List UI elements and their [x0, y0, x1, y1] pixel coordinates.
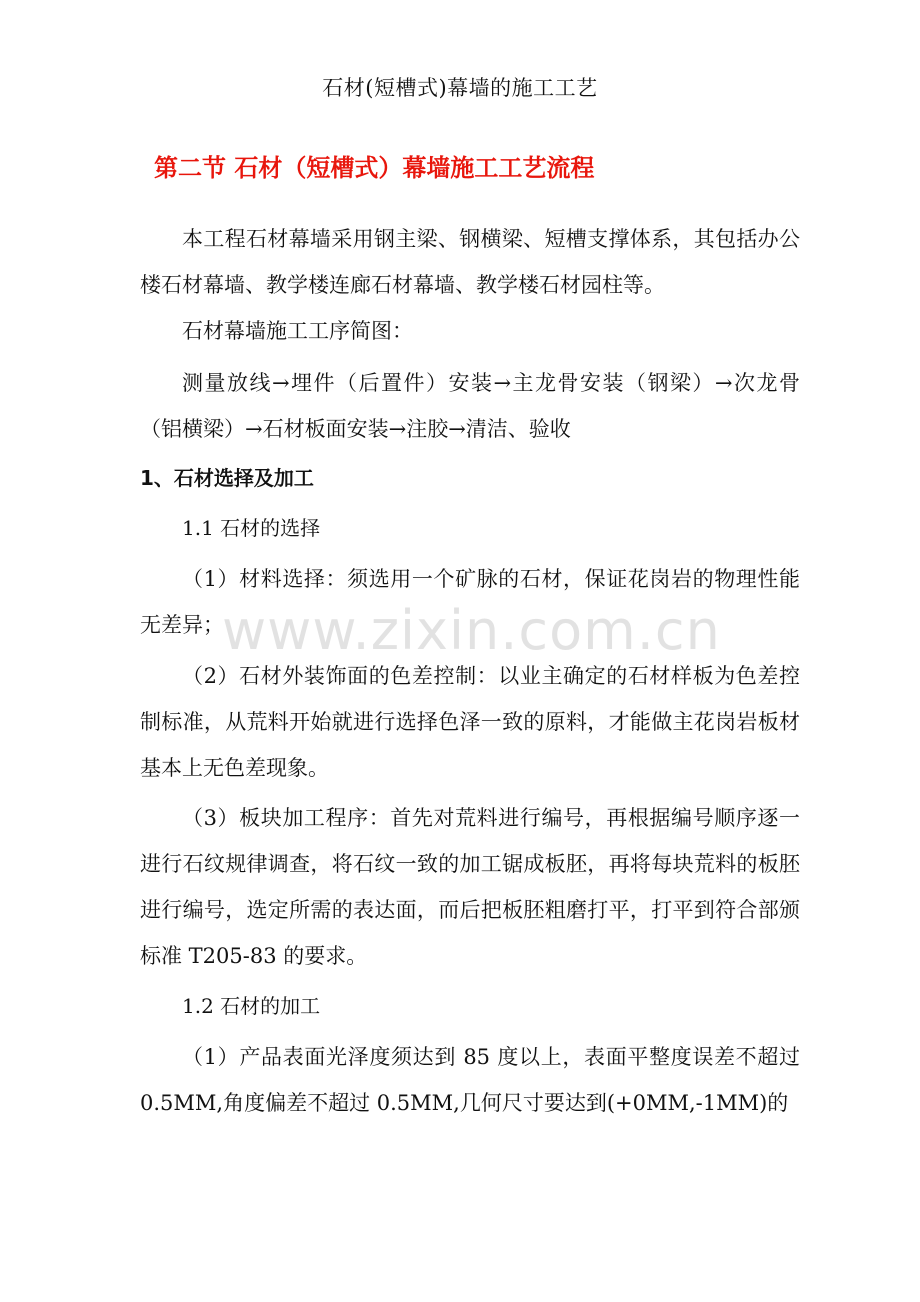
procedure-label: 石材幕墙施工工序简图： — [182, 319, 413, 343]
paragraph-item-4: （1）产品表面光泽度须达到 85 度以上，表面平整度误差不超过 0.5MM,角度偏差不超过 0.5MM,几何尺寸要达到(+0MM,-1MM)的 — [140, 1045, 800, 1115]
paragraph-item-1: （1）材料选择：须选用一个矿脉的石材，保证花岗岩的物理性能无差异； — [140, 567, 800, 637]
section-title: 第二节 石材（短槽式）幕墙施工工艺流程 — [154, 154, 595, 182]
heading-material-selection: 1、石材选择及加工 — [140, 466, 314, 490]
procedure-flow: 测量放线→埋件（后置件）安装→主龙骨安装（钢梁）→次龙骨（铝横梁）→石材板面安装→注胶→清洁、验收 — [140, 371, 800, 441]
intro-paragraph: 本工程石材幕墙采用钢主梁、钢横梁、短槽支撑体系，其包括办公楼石材幕墙、教学楼连廊石材幕墙、教学楼石材园柱等。 — [140, 227, 800, 297]
document-title: 石材(短槽式)幕墙的施工工艺 — [322, 76, 598, 100]
subheading-1-1: 1.1 石材的选择 — [182, 516, 321, 540]
subheading-1-2: 1.2 石材的加工 — [182, 994, 321, 1018]
watermark-text: www.zixin.com.cn — [222, 599, 721, 662]
paragraph-item-3: （3）板块加工程序：首先对荒料进行编号，再根据编号顺序逐一进行石纹规律调查，将石纹一致的加工锯成板胚，再将每块荒料的板胚进行编号，选定所需的表达面，而后把板胚粗磨打平，打平到符合部颁标准 T205-83 的要求。 — [140, 806, 800, 968]
paragraph-item-2: （2）石材外装饰面的色差控制：以业主确定的石材样板为色差控制标准，从荒料开始就进行选择色泽一致的原料，才能做主花岗岩板材基本上无色差现象。 — [140, 664, 800, 780]
